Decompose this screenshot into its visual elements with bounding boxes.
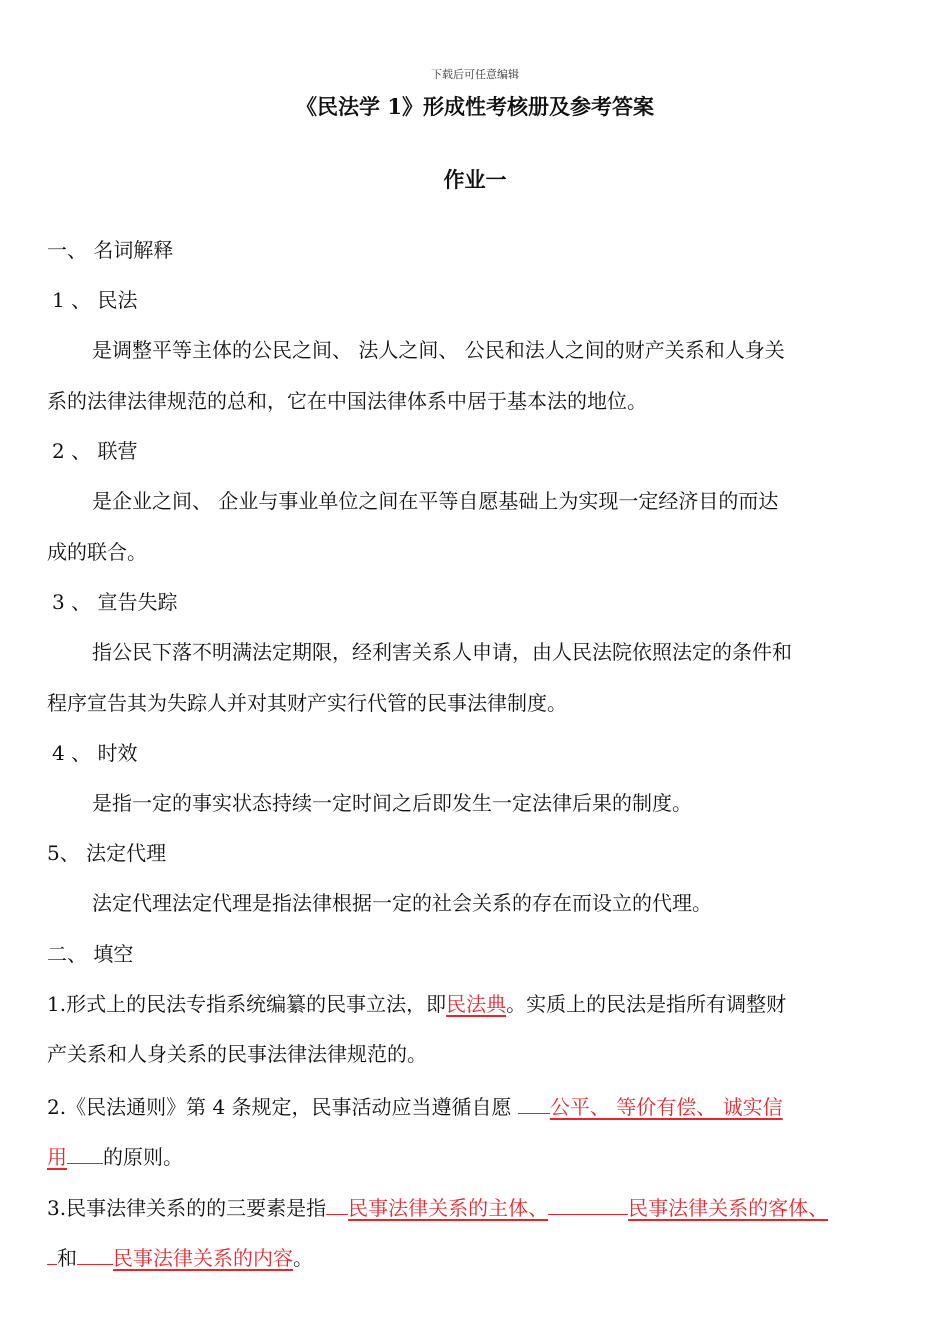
fill-question-3-line1 [47,1192,828,1222]
fill-question-2-line1 [47,1091,783,1121]
term-definition-4: 是指一定的事实状态持续一定时间之后即发生一定法律后果的制度。 [92,791,692,815]
term-label-5: 5、 法定代理 [47,841,167,865]
term-definition-2-line2: 成的联合。 [47,540,147,564]
fill-q1-answer: 民法典 [446,992,507,1016]
fill-q2-blank-lead [518,1091,550,1114]
term-label-1: 1 、 民法 [52,288,138,312]
fill-q3-blank-lead [326,1192,348,1215]
fill-question-3-line2 [47,1242,313,1272]
term-label-4: 4 、 时效 [52,741,138,765]
term-definition-3-line1: 指公民下落不明满法定期限，经利害关系人申请，由人民法院依照法定的条件和 [92,640,792,664]
fill-q3-connector: 和 [57,1246,77,1270]
homework-title: 作业一 [443,167,507,192]
fill-q3-answer-2: 民事法律关系的客体、 [628,1196,829,1220]
fill-question-1-line1 [47,990,786,1018]
fill-q3-prefix: 3.民事法律关系的的三要素是指 [47,1196,327,1220]
term-label-2: 2 、 联营 [52,439,138,463]
fill-q2-answer-part2: 用 [47,1145,67,1169]
fill-q3-blank-mid [548,1192,628,1215]
fill-q2-prefix: 2.《民法通则》第 4 条规定，民事活动应当遵循自愿 [47,1095,518,1119]
fill-q1-prefix: 1.形式上的民法专指系统编纂的民事立法，即 [47,992,447,1016]
section-heading-terms: 一、 名词解释 [47,238,174,262]
section-heading-fill: 二、 填空 [47,942,134,966]
term-definition-2-line1: 是企业之间、 企业与事业单位之间在平等自愿基础上为实现一定经济目的而达 [92,489,779,513]
fill-q2-blank-tail [67,1141,103,1164]
fill-q3-answer-1: 民事法律关系的主体、 [348,1196,549,1220]
fill-q3-blank-before-answer3 [77,1242,113,1265]
fill-question-2-line2 [47,1141,183,1171]
term-definition-1-line1: 是调整平等主体的公民之间、 法人之间、 公民和法人之间的财产关系和人身关 [92,338,785,362]
fill-q2-answer-part1: 公平、 等价有偿、 诚实信 [549,1095,783,1119]
fill-q2-suffix: 的原则。 [103,1145,183,1169]
term-definition-1-line2: 系的法律法律规范的总和，它在中国法律体系中居于基本法的地位。 [47,389,647,413]
term-label-3: 3 、 宣告失踪 [52,590,178,614]
header-note: 下载后可任意编辑 [431,68,519,81]
fill-q3-blank-line2-lead [47,1242,57,1265]
fill-q3-suffix: 。 [293,1246,313,1270]
fill-q3-answer-3: 民事法律关系的内容 [113,1246,293,1270]
document-title: 《民法学 1》形成性考核册及参考答案 [296,94,654,119]
term-definition-3-line2: 程序宣告其为失踪人并对其财产实行代管的民事法律制度。 [47,691,567,715]
fill-q1-suffix: 。实质上的民法是指所有调整财 [506,992,787,1016]
fill-question-1-line2: 产关系和人身关系的民事法律法律规范的。 [47,1042,427,1066]
term-definition-5: 法定代理法定代理是指法律根据一定的社会关系的存在而设立的代理。 [92,891,712,915]
